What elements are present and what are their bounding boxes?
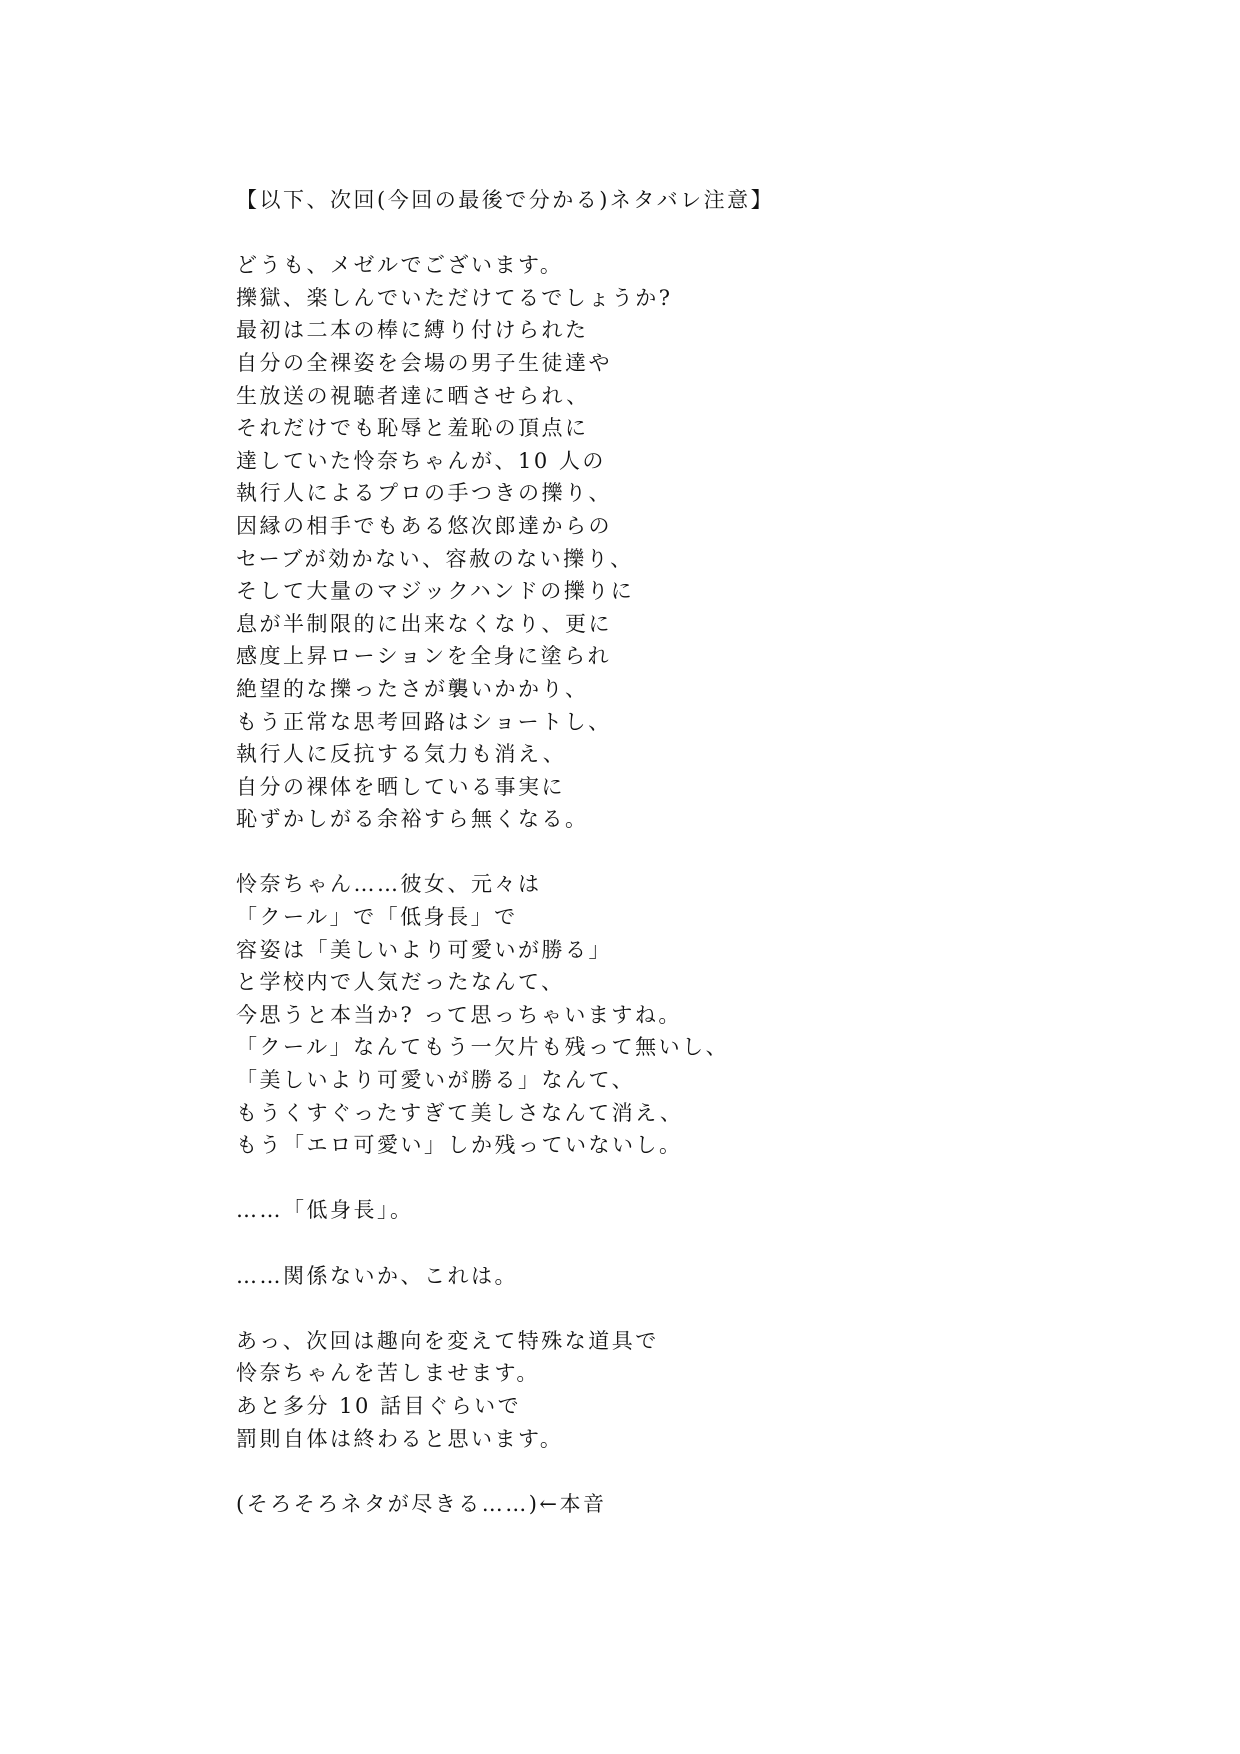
text-line: 自分の全裸姿を会場の男子生徒達や	[236, 350, 612, 375]
text-line: 擽獄、楽しんでいただけてるでしょうか?	[236, 285, 673, 310]
text-line: 怜奈ちゃんを苦しませます。	[236, 1361, 540, 1386]
text-line: 絶望的な擽ったさが襲いかかり、	[236, 676, 589, 701]
text-line: 生放送の視聴者達に晒させられ、	[236, 383, 590, 408]
notice-heading: 【以下、次回(今回の最後で分かる)ネタバレ注意】	[236, 188, 775, 212]
closing-line: (そろそろネタが尽きる……)←本音	[236, 1491, 607, 1516]
text-line: 息が半制限的に出来なくなり、更に	[236, 611, 612, 636]
text-line: ……「低身長」。	[236, 1198, 414, 1223]
text-line: 最初は二本の棒に縛り付けられた	[236, 318, 589, 343]
blank-line	[236, 217, 996, 250]
text-line: 執行人に反抗する気力も消え、	[236, 742, 567, 767]
text-line: と学校内で人気だったなんて、	[236, 970, 565, 995]
text-line: 「クール」で「低身長」で	[236, 905, 518, 930]
text-line: 感度上昇ローションを全身に塗られ	[236, 644, 612, 669]
text-line: あと多分 10 話目ぐらいで	[236, 1393, 522, 1418]
text-line: 「美しいより可愛いが勝る」なんて、	[236, 1068, 636, 1093]
text-line: 怜奈ちゃん……彼女、元々は	[236, 872, 542, 897]
text-line: セーブが効かない、容赦のない擽り、	[236, 546, 634, 571]
blank-line	[236, 836, 996, 869]
blank-line	[236, 1455, 996, 1488]
afterword-text	[236, 184, 996, 1520]
text-line: 因縁の相手でもある悠次郎達からの	[236, 513, 612, 538]
text-line: もう「エロ可愛い」しか残っていないし。	[236, 1133, 683, 1158]
text-line: もうくすぐったすぎて美しさなんて消え、	[236, 1100, 684, 1125]
blank-line	[236, 1162, 996, 1195]
text-line: どうも、メゼルでございます。	[236, 253, 564, 278]
text-line: ……関係ないか、これは。	[236, 1263, 518, 1288]
blank-line	[236, 1292, 996, 1325]
text-line: 自分の裸体を晒している事実に	[236, 774, 565, 799]
text-line: 「クール」なんてもう一欠片も残って無いし、	[236, 1035, 730, 1060]
text-line: そして大量のマジックハンドの擽りに	[236, 579, 635, 604]
text-line: 執行人によるプロの手つきの擽り、	[236, 481, 612, 506]
blank-line	[236, 1227, 996, 1260]
text-line: それだけでも恥辱と羞恥の頂点に	[236, 416, 589, 441]
text-line: 容姿は「美しいより可愛いが勝る」	[236, 937, 612, 962]
text-line: もう正常な思考回路はショートし、	[236, 709, 612, 734]
text-line: 恥ずかしがる余裕すら無くなる。	[236, 807, 589, 832]
text-line: 今思うと本当か? って思っちゃいますね。	[236, 1002, 682, 1027]
text-line: 罰則自体は終わると思います。	[236, 1426, 564, 1451]
text-line: 達していた怜奈ちゃんが、10 人の	[236, 448, 606, 473]
text-line: あっ、次回は趣向を変えて特殊な道具で	[236, 1328, 659, 1353]
